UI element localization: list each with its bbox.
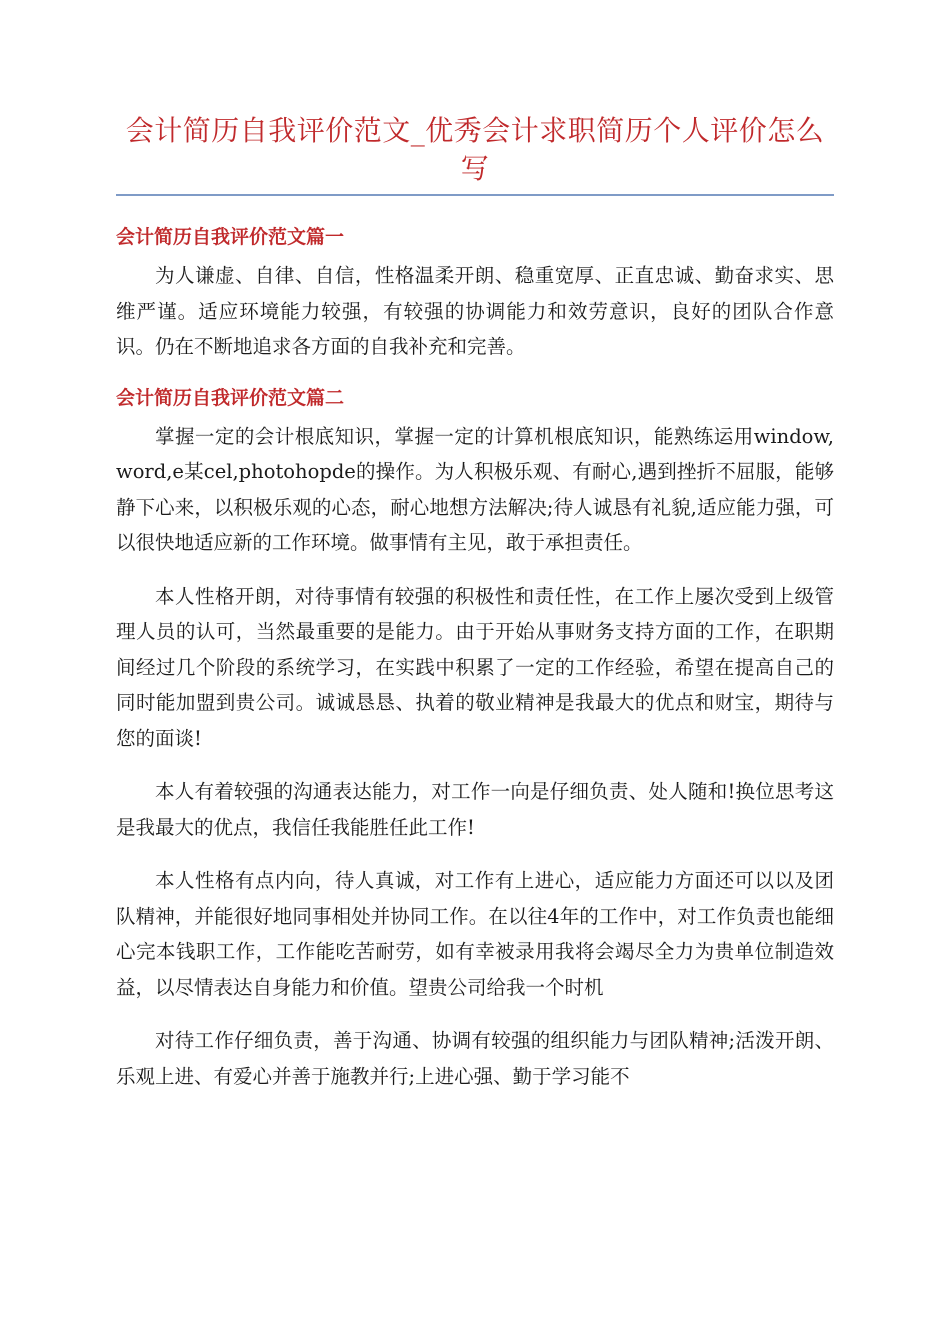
paragraph: 对待工作仔细负责，善于沟通、协调有较强的组织能力与团队精神;活泼开朗、乐观上进、有爱心并善于施教并行;上进心强、勤于学习能不 [116, 1029, 834, 1088]
section-1 [116, 222, 834, 365]
paragraph: 本人性格开朗，对待事情有较强的积极性和责任性，在工作上屡次受到上级管理人员的认可，当然最重要的是能力。由于开始从事财务支持方面的工作，在职期间经过几个阶段的系统学习，在实践中积累了一定的工作经验，希望在提高自己的同时能加盟到贵公司。诚诚恳恳、执着的敬业精神是我最大的优点和财宝，期待与您的面谈! [116, 584, 834, 750]
document-page [116, 112, 834, 1112]
title-divider [116, 194, 834, 196]
section-heading: 会计简历自我评价范文篇一 [116, 226, 345, 248]
section-2 [116, 383, 834, 1095]
paragraph: 本人有着较强的沟通表达能力，对工作一向是仔细负责、处人随和!换位思考这是我最大的优点，我信任我能胜任此工作! [116, 780, 834, 839]
paragraph: 为人谦虚、自律、自信，性格温柔开朗、稳重宽厚、正直忠诚、勤奋求实、思维严谨。适应环境能力较强，有较强的协调能力和效劳意识，良好的团队合作意识。仍在不断地追求各方面的自我补充和完善。 [116, 264, 834, 358]
section-heading: 会计简历自我评价范文篇二 [116, 386, 345, 409]
paragraph: 本人性格有点内向，待人真诚，对工作有上进心，适应能力方面还可以以及团队精神，并能很好地同事相处并协同工作。在以往4年的工作中，对工作负责也能细心完本钱职工作，工作能吃苦耐劳，如有幸被录用我将会竭尽全力为贵单位制造效益，以尽情表达自身能力和价值。望贵公司给我一个时机 [116, 869, 834, 999]
document-title: 会计简历自我评价范文_优秀会计求职简历个人评价怎么写 [125, 114, 825, 185]
paragraph: 掌握一定的会计根底知识，掌握一定的计算机根底知识，能熟练运用window,word,e某cel,photohopde的操作。为人积极乐观、有耐心,遇到挫折不屈服，能够静下心来，以积极乐观的心态，耐心地想方法解决;待人诚恳有礼貌,适应能力强，可以很快地适应新的工作环境。做事情有主见，敢于承担责任。 [116, 424, 834, 554]
